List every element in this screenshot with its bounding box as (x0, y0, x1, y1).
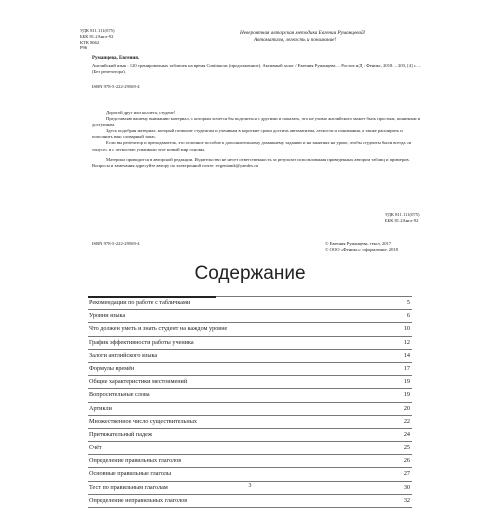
toc-entry-label: Залоги английского языка (89, 351, 158, 359)
copyright-line: © ООО «Феникс»: оформление, 2018 (325, 246, 398, 252)
toc-row[interactable] (88, 402, 412, 415)
motto-line: Невероятная авторская методика Евгении Руманцевой! (240, 30, 366, 36)
copyright-notice (325, 241, 398, 253)
author-name: Руманцева, Евгения. (92, 56, 140, 61)
cip-code: Р96 (80, 45, 88, 51)
toc-row[interactable] (88, 349, 412, 362)
toc-entry-page: 6 (406, 312, 410, 320)
toc-row[interactable] (88, 388, 412, 401)
toc-row[interactable] (88, 309, 412, 322)
toc-entry-label: Определение неправильных глаголов (89, 496, 188, 504)
letter-paragraph: Представляю вашему вниманию материал, с которым хочется бы поделиться с другими и показать, что не учимо английского может быть простым, понятным и доступным. (92, 116, 421, 128)
letter-paragraph: Материал приводится в авторской редакции. Издательство не несет ответственность за результат использования приведенных автором таблиц и примеров. Вопросы и замечания адресуйте автору по электронной почте: evgeniamk@yandex.ru (92, 156, 410, 168)
cip-bbk: ББК 81.2Англ-92 (80, 33, 114, 39)
toc-entry-label: Вопросительные слова (89, 391, 150, 399)
toc-row[interactable] (88, 296, 412, 309)
toc-entry-page: 32 (403, 496, 410, 504)
udk-line: УДК 811.111(075) (385, 212, 420, 217)
toc-entry-label: Артикли (89, 404, 112, 412)
motto-line: Автоматизм, легкость и понимание! (254, 36, 337, 43)
toc-row[interactable] (88, 375, 412, 388)
toc-row[interactable] (88, 428, 412, 441)
page-number: 3 (248, 483, 252, 489)
letter-paragraph: Здесь подобран материал, который позволит студентам и ученикам в короткие сроки достичь автоматизма, легкости и понимания, а также расширить и пополнить ваш словарный запас. (92, 128, 403, 140)
toc-entry-page: 12 (403, 338, 410, 346)
toc-entry-label: Общие характеристики местоимений (89, 378, 188, 386)
cip-ktk: КТК 8662 (80, 39, 100, 45)
toc-entry-label: Что должен уметь и знать студент на каждом уровне (89, 325, 228, 333)
letter-paragraph: Если вы репетитор и преподаватель, это отличное пособие к дополнительному домашнему заданию и на занятиях на уроке, чтобы студенты были всегда «в тонусе» и с легкостью усваивали этот новый мир основы. (92, 140, 412, 152)
isbn-bottom: ISBN 978-5-222-29569-4 (92, 241, 140, 246)
bibliographic-description: Английский язык : 120 тренировочных табличек на время Continuous (продолженное). Активный залог / Евгения Руманцева. – Ростов н/Д : Феникс, 2018. – 203, [4] с. – (Без репетитора). (92, 63, 421, 74)
toc-entry-page: 27 (403, 470, 410, 478)
cip-udk: УДК 811.111(075) (80, 28, 115, 33)
toc-entry-page: 22 (403, 417, 410, 425)
toc-entry-page: 19 (403, 391, 410, 399)
bbk-line: ББК 81.2Англ-92 (385, 217, 419, 223)
toc-entry-page: 17 (403, 364, 410, 372)
toc-entry-page: 10 (403, 325, 410, 333)
preface-letter (92, 110, 422, 169)
toc-entry-label: Множественное число существительных (89, 417, 197, 425)
toc-row[interactable] (88, 441, 412, 454)
toc-entry-label: Формулы времён (89, 364, 135, 372)
toc-entry-page: 26 (403, 457, 410, 465)
toc-row[interactable] (88, 415, 412, 428)
table-of-contents (88, 296, 412, 508)
toc-row[interactable] (88, 362, 412, 375)
toc-entry-page: 19 (403, 378, 410, 386)
isbn-top: ISBN 978-5-222-29569-4 (92, 84, 140, 89)
toc-entry-page: 24 (403, 430, 410, 438)
udk-bottom (385, 212, 420, 224)
toc-entry-label: Притяжательный падеж (89, 430, 153, 438)
toc-entry-page: 30 (403, 483, 410, 491)
toc-entry-label: Основные правильные глаголы (89, 470, 172, 478)
toc-row[interactable] (88, 494, 412, 508)
toc-entry-label: График эффективности работы ученика (89, 338, 194, 346)
toc-entry-page: 5 (406, 299, 410, 306)
letter-paragraph: Дорогой друг или коллега, студент! (106, 110, 176, 115)
toc-entry-label: Счёт (89, 444, 102, 452)
toc-entry-page: 20 (403, 404, 410, 412)
toc-row[interactable] (88, 322, 412, 335)
toc-entry-label: Уровни языка (89, 312, 126, 320)
toc-entry-label: Определение правильных глаголов (89, 457, 182, 465)
toc-entry-page: 14 (403, 351, 410, 359)
toc-entry-page: 25 (403, 444, 410, 452)
toc-entry-label: Тест по правильным глаголам (89, 483, 168, 491)
toc-row[interactable] (88, 454, 412, 467)
toc-entry-label: Рекомендации по работе с табличками (89, 299, 191, 306)
copyright-line: © Евгения Руманцева, текст, 2017 (325, 241, 392, 246)
toc-title: Содержание (194, 263, 306, 284)
toc-row[interactable] (88, 336, 412, 349)
publisher-motto (240, 30, 440, 43)
toc-row[interactable] (88, 467, 412, 480)
